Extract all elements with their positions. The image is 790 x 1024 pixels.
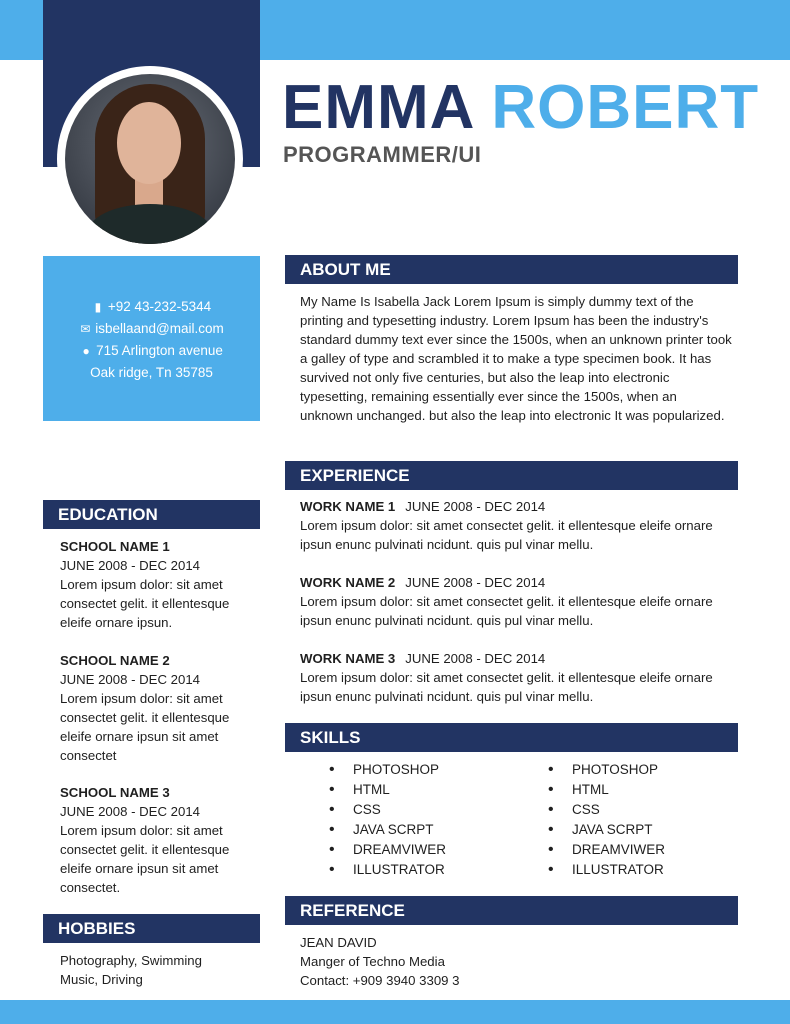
experience-item — [300, 573, 735, 630]
reference-details — [300, 933, 700, 990]
school-dates: JUNE 2008 - DEC 2014 — [60, 804, 201, 819]
education-header: EDUCATION — [43, 500, 260, 529]
work-dates: JUNE 2008 - DEC 2014 — [405, 651, 546, 666]
address-line-2: Oak ridge, Tn 35785 — [90, 365, 213, 380]
school-description: Lorem ipsum dolor: sit amet consectet gelit. it ellentesque eleife ornare ipsun. — [60, 577, 230, 630]
experience-header: EXPERIENCE — [285, 461, 738, 490]
skill-item: • DREAMVIWER — [548, 840, 665, 860]
skills-header: SKILLS — [285, 723, 738, 752]
address-line-1: 715 Arlington avenue — [96, 343, 223, 358]
photo-face — [117, 102, 181, 184]
reference-header: REFERENCE — [285, 896, 738, 925]
skill-item: • JAVA SCRPT — [329, 820, 446, 840]
work-description: Lorem ipsum dolor: sit amet consectet gelit. it ellentesque eleife ornare ipsun enunc pulvinati ncidunt. quis pul vinar mellu. — [300, 518, 713, 552]
candidate-name — [282, 72, 759, 144]
skill-item: • HTML — [329, 780, 446, 800]
work-name: WORK NAME 1 — [300, 499, 396, 514]
education-item — [60, 651, 260, 765]
school-name: SCHOOL NAME 2 — [60, 653, 170, 668]
reference-contact: Contact: +909 3940 3309 3 — [300, 973, 460, 988]
envelope-icon: ✉ — [80, 322, 91, 336]
skill-item: • DREAMVIWER — [329, 840, 446, 860]
work-dates: JUNE 2008 - DEC 2014 — [405, 575, 546, 590]
skill-item: • CSS — [548, 800, 665, 820]
hobbies-line-2: Music, Driving — [60, 972, 143, 987]
work-name: WORK NAME 2 — [300, 575, 396, 590]
skills-list-right — [548, 760, 665, 880]
school-description: Lorem ipsum dolor: sit amet consectet gelit. it ellentesque eleife ornare ipsun sit amet consectet. — [60, 823, 230, 895]
reference-title: Manger of Techno Media — [300, 954, 445, 969]
last-name: ROBERT — [491, 73, 760, 142]
work-description: Lorem ipsum dolor: sit amet consectet gelit. it ellentesque eleife ornare ipsun enunc pulvinati ncidunt. quis pul vinar mellu. — [300, 594, 713, 628]
school-description: Lorem ipsum dolor: sit amet consectet gelit. it ellentesque eleife ornare ipsun sit amet consectet — [60, 691, 230, 763]
skill-item: • PHOTOSHOP — [329, 760, 446, 780]
skill-item: • JAVA SCRPT — [548, 820, 665, 840]
education-item — [60, 537, 260, 632]
hobbies-line-1: Photography, Swimming — [60, 953, 202, 968]
reference-name: JEAN DAVID — [300, 935, 377, 950]
school-name: SCHOOL NAME 3 — [60, 785, 170, 800]
about-me-text: My Name Is Isabella Jack Lorem Ipsum is simply dummy text of the printing and typesetting industry. Lorem Ipsum has been the industry's standard dummy text ever since the 1500s, when an unknown printer took a galley of type and scrambled it to make a type specimen book. It has survived not only five centuries, but also the leap into electronic typesetting, remaining essentially ever since the 1500s, when an unknown unchanged. but also the leap into electronic It was popularized. — [300, 294, 732, 423]
skill-item: • ILLUSTRATOR — [329, 860, 446, 880]
contact-address — [43, 340, 260, 362]
globe-icon: ● — [82, 344, 90, 358]
profile-photo — [65, 74, 235, 244]
email-address: isbellaand@mail.com — [95, 321, 224, 336]
skills-list-left — [329, 760, 446, 880]
skill-item: • ILLUSTRATOR — [548, 860, 665, 880]
school-name: SCHOOL NAME 1 — [60, 539, 170, 554]
work-description: Lorem ipsum dolor: sit amet consectet gelit. it ellentesque eleife ornare ipsun enunc pulvinati ncidunt. quis pul vinar mellu. — [300, 670, 713, 704]
contact-email — [43, 318, 260, 340]
school-dates: JUNE 2008 - DEC 2014 — [60, 672, 201, 687]
job-title: PROGRAMMER/UI — [283, 142, 482, 167]
hobbies-header: HOBBIES — [43, 914, 260, 943]
phone-icon: ▮ — [94, 300, 102, 314]
contact-address-2 — [43, 362, 260, 384]
about-me-header: ABOUT ME — [285, 255, 738, 284]
skill-item: • CSS — [329, 800, 446, 820]
skill-item: • HTML — [548, 780, 665, 800]
phone-number: +92 43-232-5344 — [107, 299, 212, 314]
bottom-accent-band — [0, 1000, 790, 1024]
experience-item — [300, 497, 735, 554]
education-item — [60, 783, 260, 897]
first-name: EMMA — [282, 73, 474, 142]
work-name: WORK NAME 3 — [300, 651, 396, 666]
contact-phone — [43, 296, 260, 318]
hobbies-text — [60, 951, 260, 989]
contact-box — [43, 256, 260, 421]
skill-item: • PHOTOSHOP — [548, 760, 665, 780]
school-dates: JUNE 2008 - DEC 2014 — [60, 558, 201, 573]
work-dates: JUNE 2008 - DEC 2014 — [405, 499, 546, 514]
experience-item — [300, 649, 735, 706]
